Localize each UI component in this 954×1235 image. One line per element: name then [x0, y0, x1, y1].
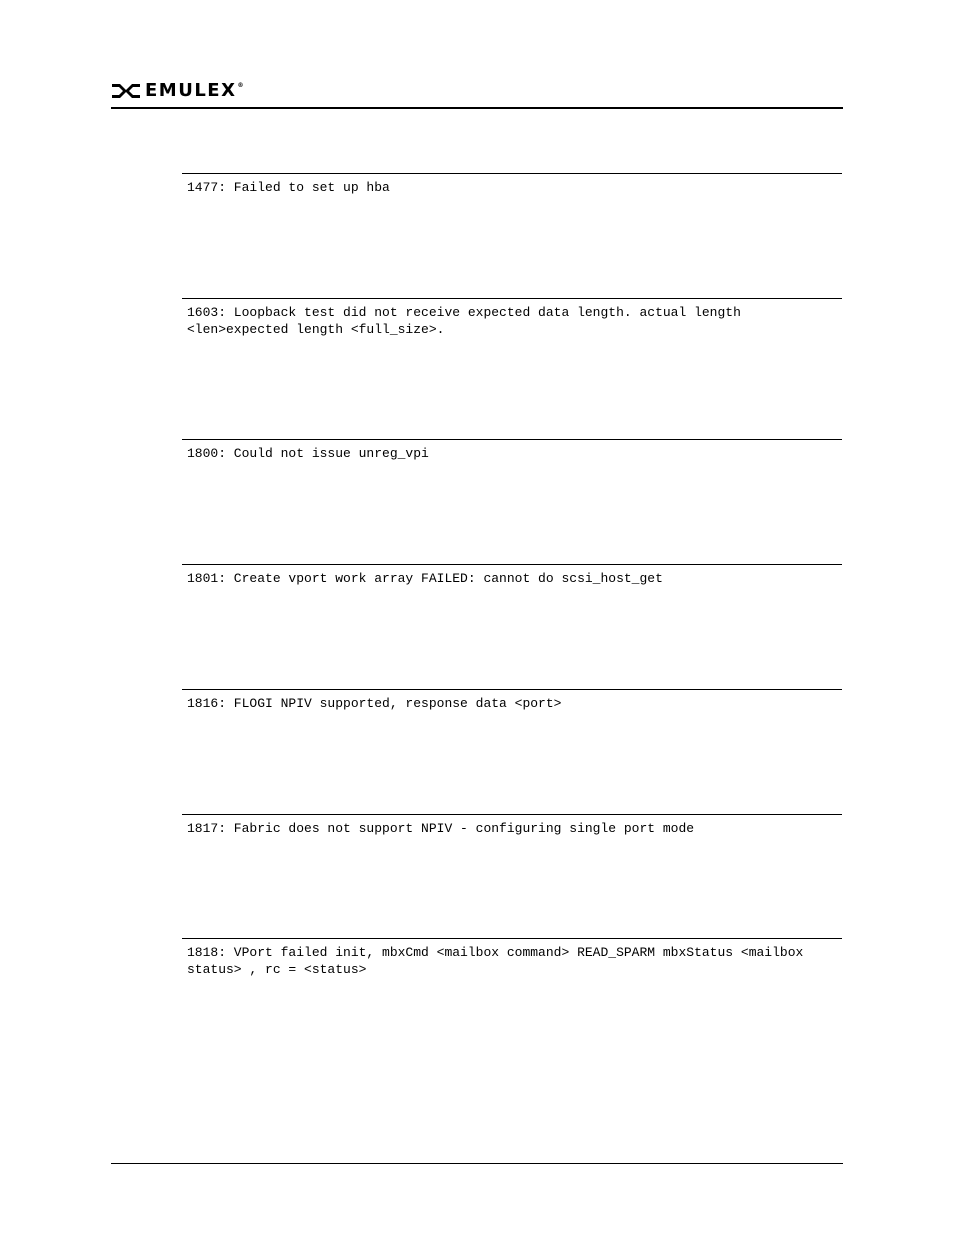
message-text: 1477: Failed to set up hba: [187, 180, 390, 195]
header-divider: [111, 107, 843, 109]
message-text: 1800: Could not issue unreg_vpi: [187, 446, 429, 461]
message-text: 1801: Create vport work array FAILED: cannot do scsi_host_get: [187, 571, 663, 586]
message-entry-1801: [182, 564, 842, 587]
message-entry-1800: [182, 439, 842, 462]
message-text: 1817: Fabric does not support NPIV - configuring single port mode: [187, 821, 695, 836]
brand-name: EMULEX®: [145, 80, 245, 101]
message-text: 1816: FLOGI NPIV supported, response data <port>: [187, 696, 562, 711]
message-text: 1603: Loopback test did not receive expected data length. actual length <len>expected length <full_size>.: [187, 305, 741, 337]
emulex-logo: [111, 80, 245, 102]
footer-divider: [111, 1163, 843, 1164]
message-text: 1818: VPort failed init, mbxCmd <mailbox command> READ_SPARM mbxStatus <mailbox status> , rc = <status>: [187, 945, 804, 977]
message-entry-1818: [182, 938, 842, 978]
message-entry-1603: [182, 298, 842, 338]
trademark-mark: ®: [237, 82, 245, 89]
message-entry-1817: [182, 814, 842, 837]
message-entry-1477: [182, 173, 842, 196]
message-entry-1816: [182, 689, 842, 712]
page-header: [111, 78, 843, 108]
emulex-logo-icon: [111, 81, 141, 101]
